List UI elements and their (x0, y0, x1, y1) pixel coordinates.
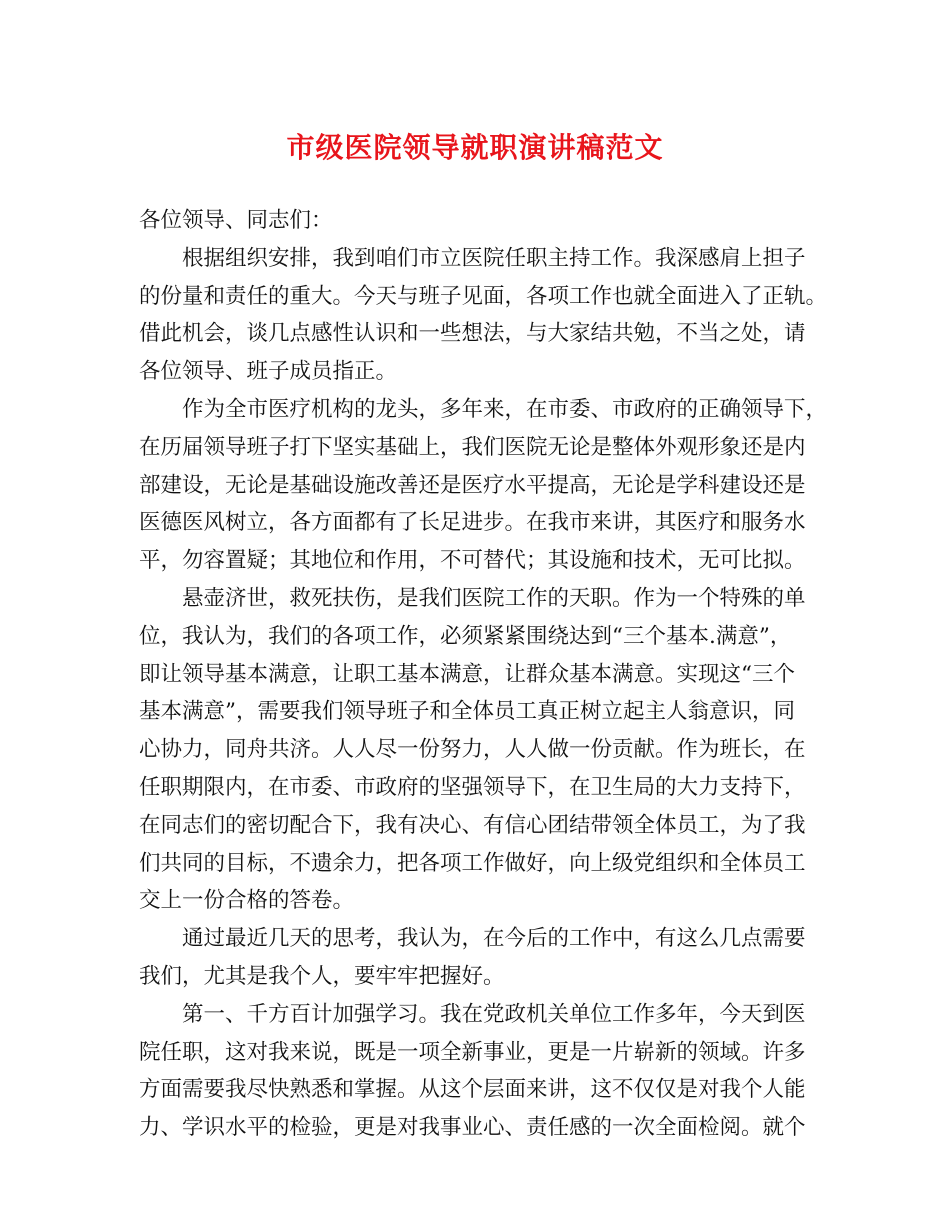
text-line: 力、学识水平的检验，更是对我事业心、责任感的一次全面检阅。就个 (139, 1115, 806, 1141)
text-line: 平，勿容置疑；其地位和作用，不可替代；其设施和技术，无可比拟。 (139, 548, 806, 574)
text-line: 第一、千方百计加强学习。我在党政机关单位工作多年，今天到医 (182, 1001, 806, 1027)
text-line: 交上一份合格的答卷。 (139, 888, 355, 914)
text-line: 位，我认为，我们的各项工作，必须紧紧围绕达到“三个基本.满意”， (139, 623, 792, 649)
text-line: 悬壶济世，救死扶伤，是我们医院工作的天职。作为一个特殊的单 (182, 585, 806, 611)
text-line: 的份量和责任的重大。今天与班子见面，各项工作也就全面进入了正轨。 (139, 283, 828, 309)
text-line: 医德医风树立，各方面都有了长足进步。在我市来讲，其医疗和服务水 (139, 510, 806, 536)
text-line: 各位领导、同志们： (139, 208, 333, 233)
text-line: 部建设，无论是基础设施改善还是医疗水平提高，无论是学科建设还是 (139, 472, 806, 498)
text-line: 在同志们的密切配合下，我有决心、有信心团结带领全体员工，为了我 (139, 812, 806, 838)
text-line: 作为全市医疗机构的龙头，多年来，在市委、市政府的正确领导下， (182, 396, 828, 422)
text-line: 在历届领导班子打下坚实基础上，我们医院无论是整体外观形象还是内 (139, 434, 806, 460)
text-line: 方面需要我尽快熟悉和掌握。从这个层面来讲，这不仅仅是对我个人能 (139, 1077, 806, 1103)
text-line: 们共同的目标，不遗余力，把各项工作做好，向上级党组织和全体员工 (139, 850, 806, 876)
text-line: 借此机会，谈几点感性认识和一些想法，与大家结共勉，不当之处，请 (139, 321, 806, 347)
text-line: 心协力，同舟共济。人人尽一份努力，人人做一份贡献。作为班长，在 (139, 737, 806, 763)
document-body (139, 202, 828, 1147)
document-title: 市级医院领导就职演讲稿范文 (286, 131, 664, 164)
text-line: 院任职，这对我来说，既是一项全新事业，更是一片崭新的领域。许多 (139, 1039, 806, 1065)
text-line: 我们，尤其是我个人，要牢牢把握好。 (139, 963, 505, 989)
text-line: 各位领导、班子成员指正。 (139, 359, 398, 385)
text-line: 通过最近几天的思考，我认为，在今后的工作中，有这么几点需要 (182, 926, 806, 952)
text-line: 根据组织安排，我到咱们市立医院任职主持工作。我深感肩上担子 (182, 245, 806, 271)
text-line: 任职期限内，在市委、市政府的坚强领导下，在卫生局的大力支持下， (139, 774, 806, 800)
text-line: 即让领导基本满意，让职工基本满意，让群众基本满意。实现这“三个 (139, 661, 795, 687)
text-line: 基本满意”，需要我们领导班子和全体员工真正树立起主人翁意识，同 (139, 699, 795, 725)
